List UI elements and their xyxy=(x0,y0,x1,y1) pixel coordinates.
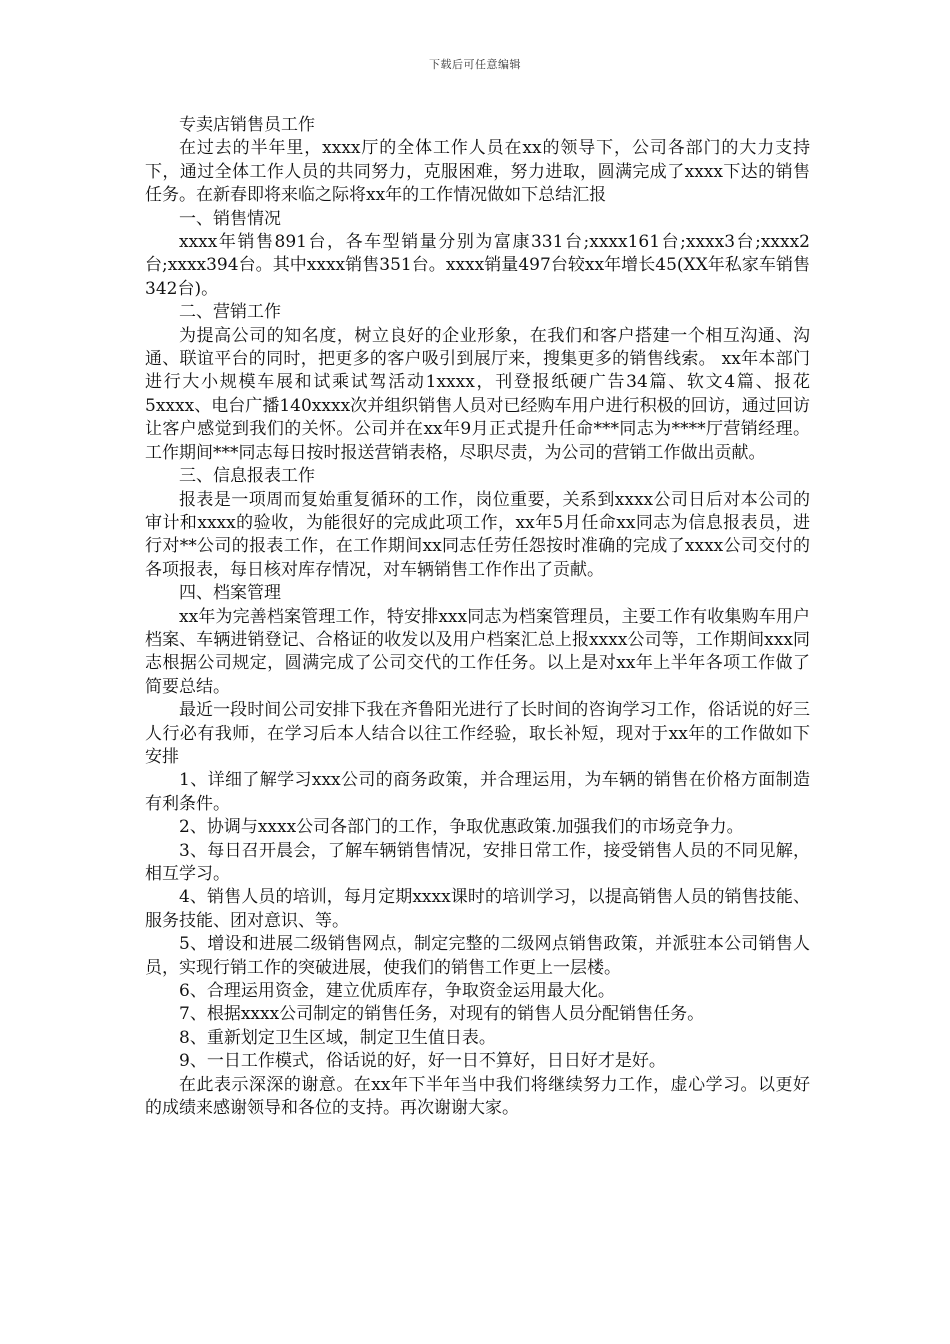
paragraph: 最近一段时间公司安排下我在齐鲁阳光进行了长时间的咨询学习工作，俗话说的好三人行必有我师，在学习后本人结合以往工作经验，取长补短，现对于xx年的工作做如下安排 xyxy=(145,700,810,767)
list-item: 5、增设和进展二级销售网点，制定完整的二级网点销售政策，并派驻本公司销售人员，实现行销工作的突破进展，使我们的销售工作更上一层楼。 xyxy=(145,934,810,978)
list-item: 8、重新划定卫生区域，制定卫生值日表。 xyxy=(179,1027,496,1048)
section-heading: 一、销售情况 xyxy=(179,208,281,229)
list-item: 9、一日工作模式，俗话说的好，好一日不算好，日日好才是好。 xyxy=(179,1051,666,1072)
section-heading: 二、营销工作 xyxy=(179,302,281,323)
paragraph: xx年为完善档案管理工作，特安排xxx同志为档案管理员，主要工作有收集购车用户档案、车辆进销登记、合格证的收发以及用户档案汇总上报xxxx公司等，工作期间xxx同志根据公司规定，圆满完成了公司交代的工作任务。以上是对xx年上半年各项工作做了简要总结。 xyxy=(145,606,810,697)
document-body xyxy=(145,114,810,1120)
paragraph: 报表是一项周而复始重复循环的工作，岗位重要，关系到xxxx公司日后对本公司的审计和xxxx的验收，为能很好的完成此项工作，xx年5月任命xx同志为信息报表员，进行对**公司的报表工作，在工作期间xx同志任劳任怨按时准确的完成了xxxx公司交付的各项报表，每日核对库存情况，对车辆销售工作作出了贡献。 xyxy=(145,489,810,580)
list-item: 6、合理运用资金，建立优质库存，争取资金运用最大化。 xyxy=(179,981,615,1002)
closing-paragraph: 在此表示深深的谢意。在xx年下半年当中我们将继续努力工作，虚心学习。以更好的成绩来感谢领导和各位的支持。再次谢谢大家。 xyxy=(145,1074,810,1119)
list-item: 1、详细了解学习xxx公司的商务政策，并合理运用，为车辆的销售在价格方面制造有利条件。 xyxy=(145,770,810,814)
list-item: 7、根据xxxx公司制定的销售任务，对现有的销售人员分配销售任务。 xyxy=(179,1004,705,1025)
section-heading: 四、档案管理 xyxy=(179,583,281,604)
section-heading: 三、信息报表工作 xyxy=(179,466,315,487)
page-header: 下载后可任意编辑 xyxy=(429,58,521,71)
document-title: 专卖店销售员工作 xyxy=(179,115,315,135)
paragraph: 在过去的半年里，xxxx厅的全体工作人员在xx的领导下，公司各部门的大力支持下，通过全体工作人员的共同努力，克服困难，努力进取，圆满完成了xxxx下达的销售任务。在新春即将来临之际将xx年的工作情况做如下总结汇报 xyxy=(145,138,810,206)
list-item: 2、协调与xxxx公司各部门的工作，争取优惠政策.加强我们的市场竞争力。 xyxy=(179,817,744,838)
paragraph: xxxx年销售891台，各车型销量分别为富康331台;xxxx161台;xxxx3台;xxxx2台;xxxx394台。其中xxxx销售351台。xxxx销量497台较xx年增长45(XX年私家车销售342台)。 xyxy=(145,232,810,299)
list-item: 4、销售人员的培训，每月定期xxxx课时的培训学习，以提高销售人员的销售技能、服务技能、团对意识、等。 xyxy=(145,887,810,931)
list-item: 3、每日召开晨会，了解车辆销售情况，安排日常工作，接受销售人员的不同见解，相互学习。 xyxy=(145,840,810,884)
paragraph: 为提高公司的知名度，树立良好的企业形象，在我们和客户搭建一个相互沟通、沟通、联谊平台的同时，把更多的客户吸引到展厅来，搜集更多的销售线索。 xx年本部门进行大小规模车展和试乘试驾活动1xxxx，刊登报纸硬广告34篇、软文4篇、报花5xxxx、电台广播140xxxx次并组织销售人员对已经购车用户进行积极的回访，通过回访让客户感觉到我们的关怀。公司并在xx年9月正式提升任命***同志为****厅营销经理。工作期间***同志每日按时报送营销表格，尽职尽责，为公司的营销工作做出贡献。 xyxy=(145,325,810,463)
